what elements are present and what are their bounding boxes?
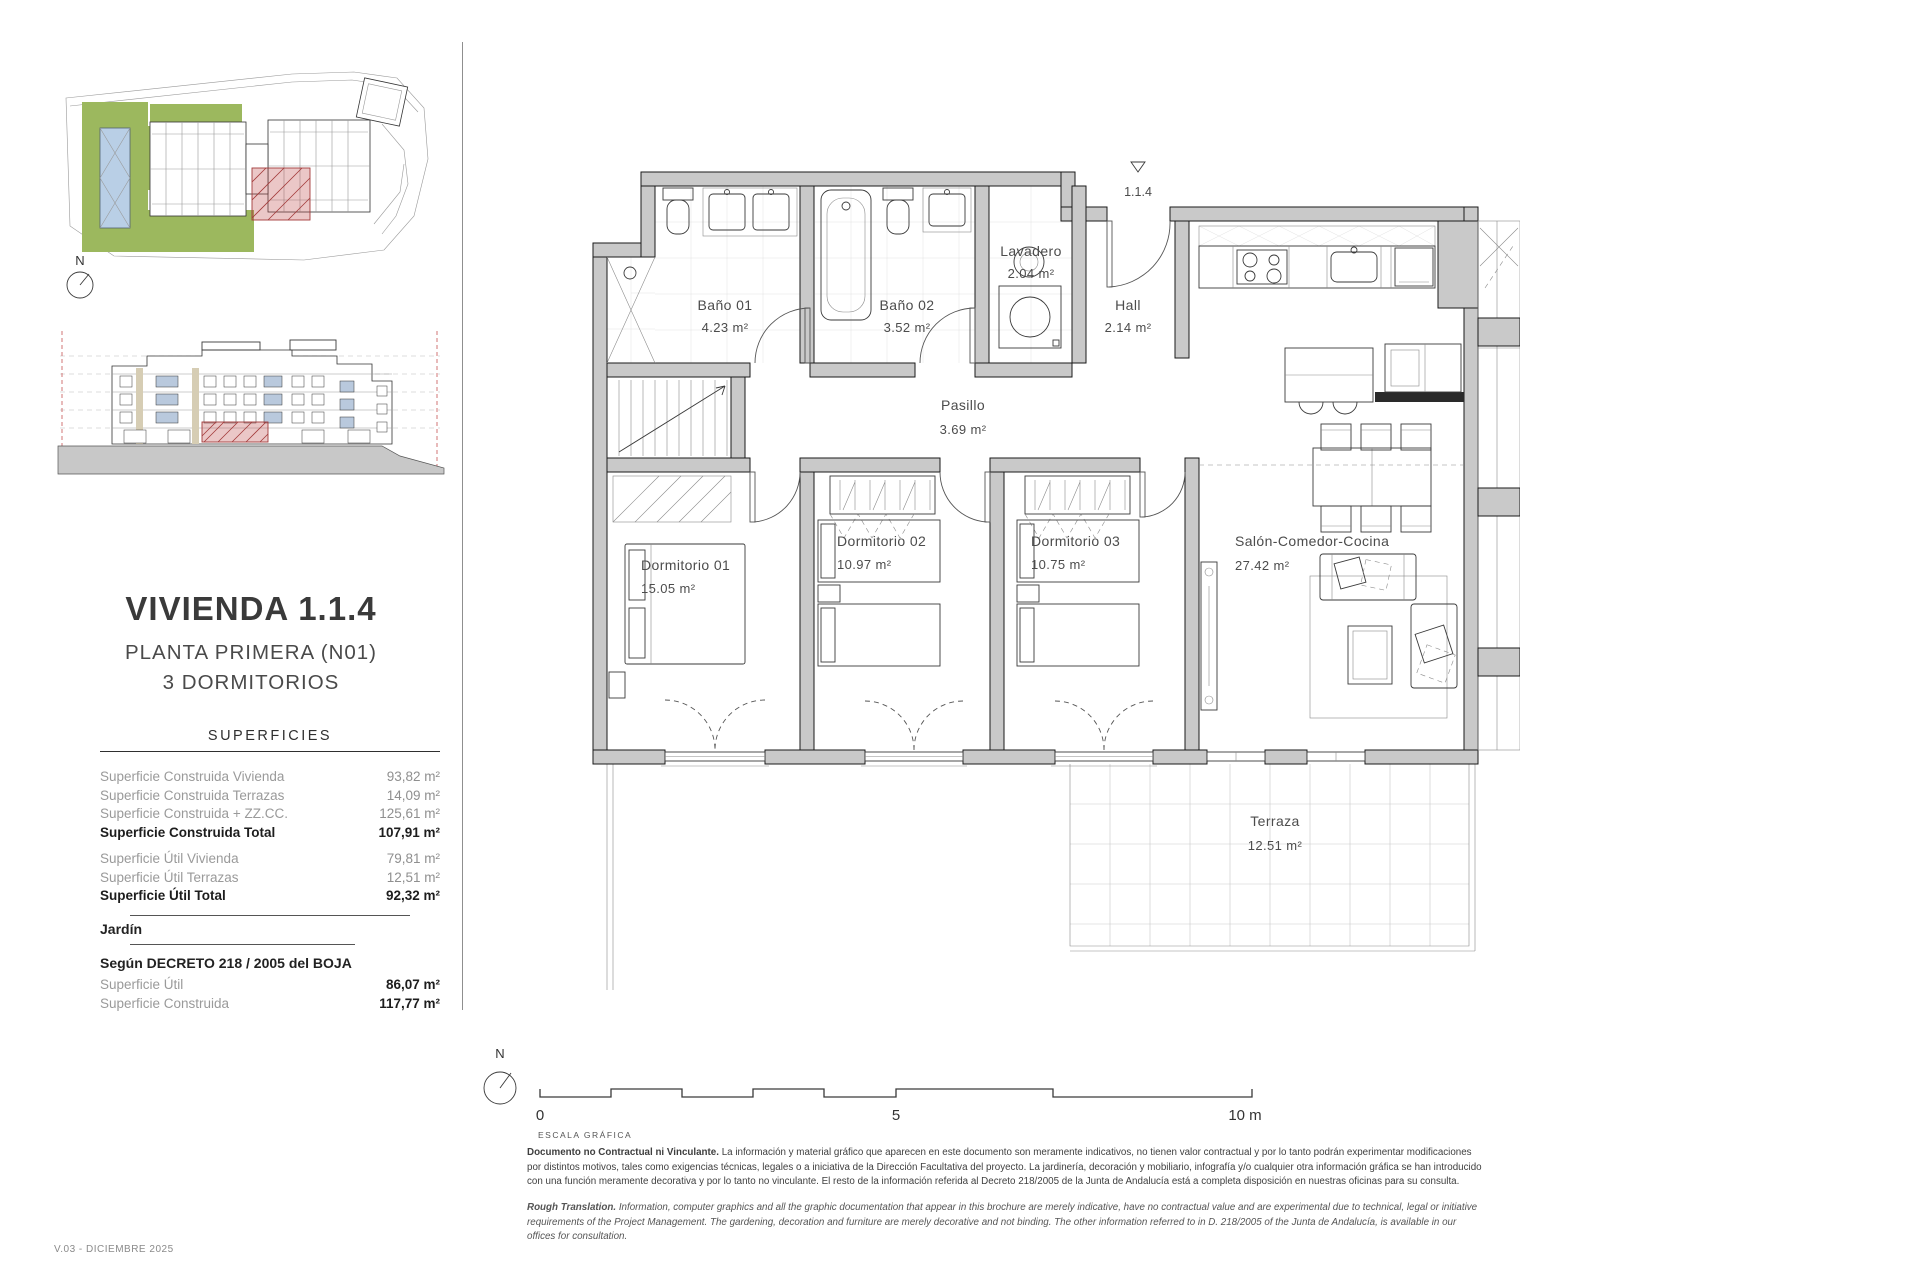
neighbour-unit bbox=[1478, 221, 1520, 750]
site-plan-key bbox=[52, 64, 444, 294]
laundry-fixtures bbox=[999, 247, 1061, 348]
table-row-total: Superficie Útil Total 92,32 m² bbox=[100, 888, 440, 903]
room-label: Baño 01 bbox=[697, 297, 753, 313]
site-pool bbox=[100, 128, 130, 228]
site-north-arrow bbox=[58, 252, 104, 306]
site-court bbox=[356, 78, 407, 126]
room-area: 4.23 m² bbox=[701, 320, 749, 335]
room-label: Salón-Comedor-Cocina bbox=[1235, 533, 1390, 549]
surface-table-heading: SUPERFICIES bbox=[100, 728, 440, 752]
north-arrow-icon bbox=[484, 1072, 516, 1104]
room-label: Dormitorio 03 bbox=[1031, 533, 1121, 549]
stairs bbox=[619, 380, 727, 456]
north-arrow-icon bbox=[67, 272, 93, 298]
table-row: Superficie Útil 86,07 m² bbox=[100, 977, 440, 992]
disclaimer-block bbox=[527, 1146, 1485, 1256]
room-label: Pasillo bbox=[940, 397, 986, 413]
terrace-edge bbox=[1070, 764, 1475, 951]
room-area: 12.51 m² bbox=[1247, 838, 1303, 853]
room-area: 15.05 m² bbox=[641, 581, 696, 596]
disclaimer-en: Rough Translation. Information, computer graphics and all the graphic documentation that appear in this brochure are merely indicative, have no contractual value and are experimental due to technical, legal or initiative requirements of the Project Management. The gardening, decoration and furniture are merely decorative and not binding. The other information referred to in D. 218/2005 of the Junta de Andalucía, is available in our offices for consultation. bbox=[527, 1202, 1478, 1243]
elevation-ground bbox=[58, 446, 444, 474]
table-row: Superficie Útil Terrazas 12,51 m² bbox=[100, 869, 440, 885]
room-label: Lavadero bbox=[1000, 243, 1062, 259]
north-label: N bbox=[495, 1046, 505, 1061]
room-area: 2.04 m² bbox=[1007, 266, 1055, 281]
site-unit-highlight bbox=[252, 168, 310, 220]
terrace-tiles bbox=[1070, 764, 1469, 946]
room-label: Dormitorio 02 bbox=[837, 533, 927, 549]
room-area: 3.69 m² bbox=[939, 422, 987, 437]
table-row-total: Superficie Construida Total 107,91 m² bbox=[100, 824, 440, 840]
scale-ten: 10 m bbox=[1228, 1107, 1262, 1124]
elevation-unit-highlight bbox=[202, 422, 268, 442]
room-area: 10.75 m² bbox=[1031, 557, 1086, 572]
floor-plan bbox=[585, 158, 1520, 1006]
kitchen-fixtures bbox=[1199, 226, 1461, 414]
title-block bbox=[55, 590, 447, 697]
room-area: 27.42 m² bbox=[1235, 558, 1290, 573]
scale-caption: ESCALA GRÁFICA bbox=[538, 1130, 633, 1140]
bedrooms-subtitle: 3 DORMITORIOS bbox=[162, 670, 340, 694]
floor-plan-drawing bbox=[585, 158, 1520, 1006]
scale-five: 5 bbox=[891, 1107, 901, 1124]
walls bbox=[593, 172, 1478, 764]
room-area: 3.52 m² bbox=[883, 320, 931, 335]
scale-zero: 0 bbox=[535, 1107, 545, 1124]
room-area: 10.97 m² bbox=[837, 557, 892, 572]
table-row: Superficie Construida 117,77 m² bbox=[100, 996, 440, 1011]
room-label: Baño 02 bbox=[879, 297, 935, 313]
bathroom1-fixtures bbox=[607, 188, 797, 363]
floor-subtitle: PLANTA PRIMERA (N01) bbox=[124, 641, 378, 664]
entrance-marker bbox=[1124, 162, 1152, 199]
table-row: Superficie Construida + ZZ.CC. 125,61 m² bbox=[100, 806, 440, 821]
room-area: 2.14 m² bbox=[1104, 320, 1152, 335]
garden-boundary bbox=[607, 764, 613, 990]
jardin-block bbox=[100, 921, 440, 1013]
table-row: Superficie Construida Vivienda 93,82 m² bbox=[100, 769, 440, 784]
table-row: Superficie Construida Terrazas 14,09 m² bbox=[100, 787, 440, 803]
scale-bar-block bbox=[470, 1040, 1300, 1140]
north-label: N bbox=[75, 253, 85, 268]
site-plan-drawing bbox=[52, 64, 444, 294]
room-label: Hall bbox=[1115, 297, 1141, 313]
elevation-drawing bbox=[52, 326, 447, 478]
unit-code-label: 1.1.4 bbox=[1124, 185, 1152, 199]
panel-divider bbox=[462, 42, 463, 1010]
site-paths bbox=[374, 124, 408, 234]
jardin-heading: Jardín bbox=[100, 921, 143, 937]
surface-table bbox=[100, 728, 440, 916]
room-label: Terraza bbox=[1250, 813, 1300, 829]
disclaimer-es: Documento no Contractual ni Vinculante. La información y material gráfico que aparecen en este documento son meramente indicativos, no tienen valor contractual y por lo tanto podrán experimentar modificaciones por distintos motivos, tales como exigencias técnicas, legales o a iniciativa de la Dirección Facultativa del proyecto. La jardinería, decoración y mobiliario, infografía y/o cualquier otra información gráfica se han introducido con una función meramente decorativa y por lo tanto no vinculante. El resto de la información referida al Decreto 218/2005 de la Junta de Andalucía está a completa disposición en nuestras oficinas para su consulta. bbox=[527, 1147, 1482, 1188]
graphic-scale bbox=[536, 1089, 1262, 1140]
jardin-rule bbox=[130, 944, 355, 945]
version-note: V.03 - DICIEMBRE 2025 bbox=[54, 1244, 174, 1255]
tile-grid bbox=[607, 186, 1072, 363]
decreto-heading: Según DECRETO 218 / 2005 del BOJA bbox=[100, 955, 352, 971]
window-swing-arcs bbox=[665, 700, 1153, 750]
page-title: VIVIENDA 1.1.4 bbox=[125, 590, 377, 627]
table-row: Superficie Útil Vivienda 79,81 m² bbox=[100, 851, 440, 866]
table-end-rule bbox=[130, 915, 410, 916]
room-label: Dormitorio 01 bbox=[641, 557, 731, 573]
elevation-key bbox=[52, 326, 447, 478]
